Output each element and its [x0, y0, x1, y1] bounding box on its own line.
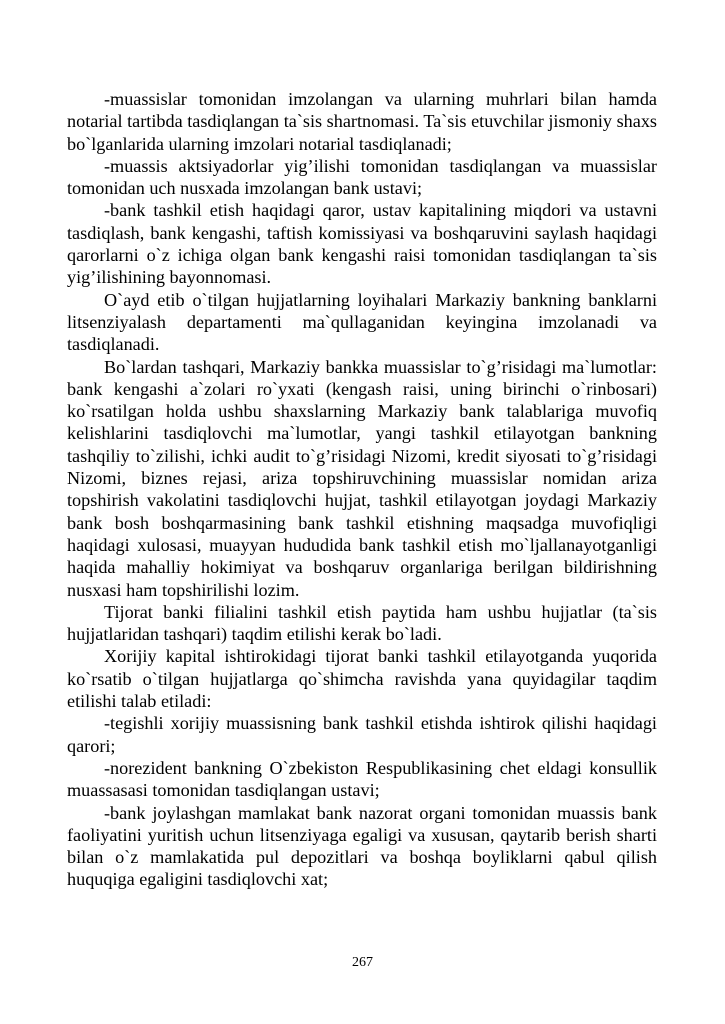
paragraph-additional-documents: Bo`lardan tashqari, Markaziy bankka muassislar to`g’risidagi ma`lumotlar: bank kengashi a`zolari ro`yxati (kengash raisi, uning birinchi o`rinbosari) ko`rsatilgan holda ushbu shaxslarning Markaziy bank talablariga muvofiq kelishlarini tasdiqlovchi ma`lumotlar, yangi tashkil etilayotgan bankning tashqiliy to`zilishi, ichki audit to`g’risidagi Nizomi, kredit siyosati to`g’risidagi Nizomi, biznes rejasi, ariza topshiruvchining muassislar nomidan ariza topshirish vakolatini tasdiqlovchi hujjat, tashkil etilayotgan joydagi Markaziy bank bosh boshqarmasining bank tashkil etishning maqsadga muvofiqligi haqidagi xulosasi, muayyan hududida bank tashkil etish mo`ljallanayotganligi haqida mahalliy hokimiyat va boshqaruv organlariga berilgan bildirishning nusxasi ham topshirilishi lozim. — [67, 356, 657, 600]
paragraph-branch-documents: Tijorat banki filialini tashkil etish paytida ham ushbu hujjatlar (ta`sis hujjatlaridan tashqari) taqdim etilishi kerak bo`ladi. — [67, 601, 657, 645]
paragraph-foreign-founder-decision: -tegishli xorijiy muassisning bank tashkil etishda ishtirok qilishi haqidagi qarori; — [67, 713, 657, 756]
paragraph-bank-charter: -muassis aktsiyadorlar yig’ilishi tomonidan tasdiqlangan va muassislar tomonidan uch nusxada imzolangan bank ustavi; — [67, 155, 657, 199]
paragraph-drafts-approval: O`ayd etib o`tilgan hujjatlarning loyihalari Markaziy bankning banklarni litsenziyalash departamenti ma`qullaganidan keyingina imzolanadi va tasdiqlanadi. — [67, 289, 657, 355]
page-body — [67, 88, 657, 891]
paragraph-nonresident-charter: -norezident bankning O`zbekiston Respublikasining chet eldagi konsullik muassasasi tomonidan tasdiqlangan ustavi; — [67, 757, 657, 801]
paragraph-founding-meeting-minutes: -bank tashkil etish haqidagi qaror, ustav kapitalining miqdori va ustavni tasdiqlash, bank kengashi, taftish komissiyasi va boshqaruvini saylash haqidagi qarorlarni o`z ichiga olgan bank kengashi raisi tomonidan tasdiqlangan ta`sis yig’ilishining bayonnomasi. — [67, 200, 657, 288]
page-number: 267 — [352, 955, 373, 970]
paragraph-founders-agreement: -muassislar tomonidan imzolangan va ularning muhrlari bilan hamda notarial tartibda tasdiqlangan ta`sis shartnomasi. Ta`sis etuvchilar jismoniy shaxs bo`lganlarida ularning imzolari notarial tasdiqlanadi; — [67, 89, 657, 154]
paragraph-supervisory-letter: -bank joylashgan mamlakat bank nazorat organi tomonidan muassis bank faoliyatini yuritish uchun litsenziyaga egaligi va xususan, qaytarib berish sharti bilan o`z mamlakatida pul depozitlari va boshqa boyliklarni qabul qilish huquqiga egaligini tasdiqlovchi xat; — [67, 802, 657, 890]
paragraph-foreign-capital: Xorijiy kapital ishtirokidagi tijorat banki tashkil etilayotganda yuqorida ko`rsatib o`tilgan hujjatlarga qo`shimcha ravishda yana quyidagilar taqdim etilishi talab etiladi: — [67, 646, 657, 712]
